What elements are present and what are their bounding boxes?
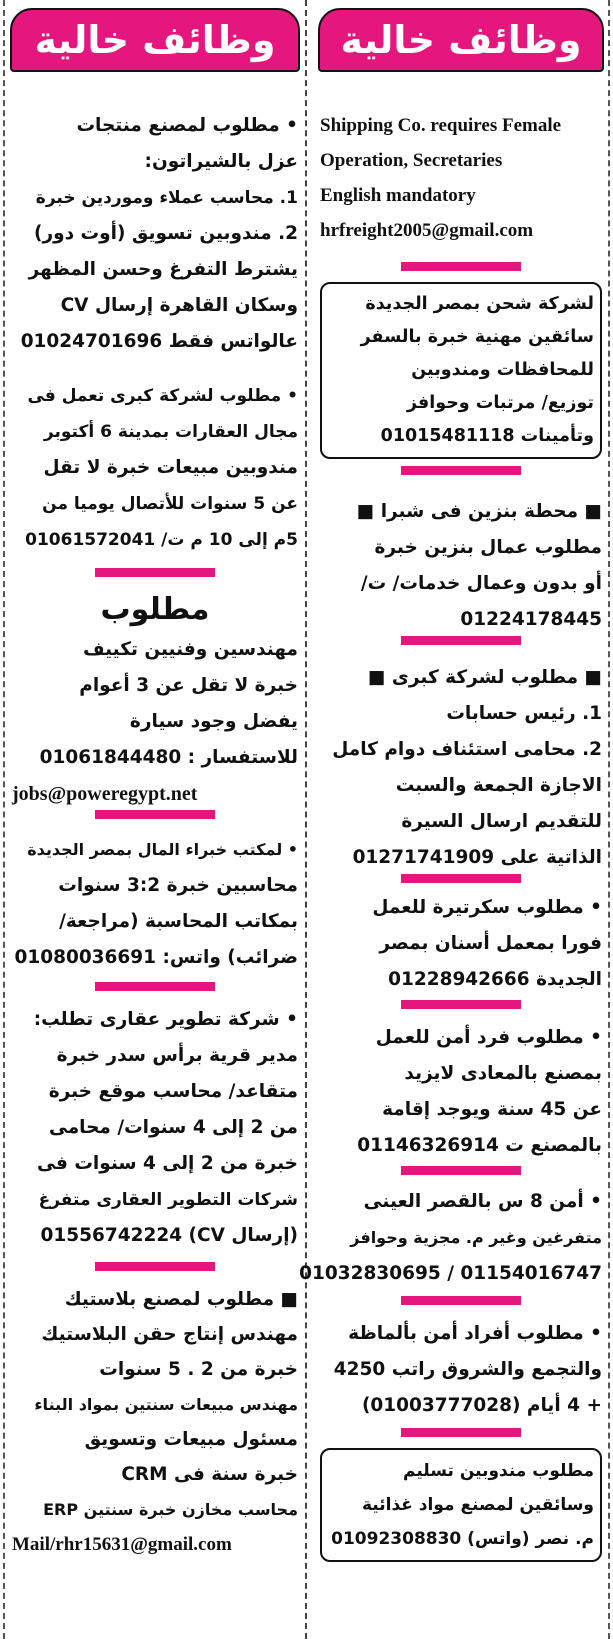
header-title: وظائف خالية — [34, 18, 276, 62]
ad-line: 2. محامى استئناف دوام كامل — [332, 739, 602, 760]
ad-line: مطلوب عمال بنزين خبرة — [374, 537, 602, 558]
ad-line: خبرة سنة فى CRM — [121, 1464, 298, 1485]
ad-line: • مطلوب فرد أمن للعمل — [375, 1027, 602, 1048]
ad-title: مطلوب — [100, 592, 210, 627]
ad-line: • أمن 8 س بالقصر العينى — [363, 1191, 602, 1212]
ad-line: متفرغين وغير م. مجزية وحوافز — [350, 1228, 602, 1247]
ad-secretary — [320, 890, 602, 998]
ad-separator — [95, 568, 215, 577]
ad-line: مندوبين مبيعات خبرة لا تقل — [43, 457, 298, 478]
ad-line: • مطلوب لشركة كبرى تعمل فى — [27, 386, 298, 406]
ad-line: متقاعد/ محاسب موقع خبرة — [48, 1081, 298, 1102]
ad-line: الاجازة الجمعة والسبت — [395, 775, 602, 796]
ad-separator — [95, 1262, 215, 1271]
ad-email: hrfreight2005@gmail.com — [320, 220, 534, 241]
ad-insulation-factory — [12, 108, 298, 360]
right-column-header — [318, 8, 604, 72]
ad-line: ■ مطلوب لمصنع بلاستيك — [64, 1289, 298, 1310]
ad-real-estate-sales — [12, 378, 298, 558]
ad-line: الذاتية على 01271741909 — [352, 847, 602, 868]
ad-separator — [401, 1000, 521, 1009]
ad-line: أو بدون وعمال خدمات/ ت/ — [360, 573, 602, 594]
ad-phone: 01224178445 — [460, 609, 602, 630]
header-title: وظائف خالية — [340, 18, 582, 62]
ad-delivery-drivers — [320, 1448, 602, 1562]
ad-line: مدير قرية برأس سدر خبرة — [56, 1045, 298, 1066]
ad-line: للتقديم ارسال السيرة — [401, 811, 602, 832]
ad-security-almaza — [320, 1316, 602, 1424]
ad-line: من 2 إلى 4 سنوات/ محامى — [48, 1117, 298, 1138]
column-divider — [305, 0, 307, 1639]
ad-ac-engineers — [12, 588, 298, 812]
left-column-header — [10, 8, 300, 72]
ad-line: الجديدة 01228942666 — [388, 969, 602, 990]
ad-line: بمكاتب المحاسبة (مراجعة/ — [59, 911, 298, 932]
ad-line: عن 5 سنوات للأتصال يوميا من — [42, 494, 298, 514]
ad-plastic-factory — [12, 1282, 298, 1562]
ad-line: محاسب مخازن خبرة سنتين ERP — [43, 1500, 298, 1519]
ad-line: 1. محاسب عملاء وموردين خبرة — [35, 188, 298, 208]
ad-separator — [95, 982, 215, 991]
ad-separator — [401, 1166, 521, 1175]
ad-accountants — [12, 832, 298, 976]
ad-line: 2. مندوبين تسويق (أوت دور) — [34, 223, 298, 244]
ad-line: خبرة من 2 إلى 4 سنوات فى — [37, 1153, 298, 1174]
ad-line: • مطلوب سكرتيرة للعمل — [372, 897, 602, 918]
ad-line: توزيع/ مرتبات وحوافز — [406, 393, 594, 413]
ad-gas-station — [320, 494, 602, 638]
ad-line: للمحافظات ومندوبين — [411, 360, 594, 380]
ad-line: ■ مطلوب لشركة كبرى ■ — [368, 667, 602, 688]
ad-separator — [401, 1296, 521, 1305]
ad-line: ■ محطة بنزين فى شبرا ■ — [356, 501, 602, 522]
ad-line: (إرسال CV) 01556742224 — [40, 1225, 298, 1246]
ad-line: • مطلوب أفراد أمن بألماظة — [348, 1323, 602, 1344]
ad-line: مهندس مبيعات سنتين بمواد البناء — [34, 1395, 298, 1414]
ad-line: مسئول مبيعات وتسويق — [84, 1429, 298, 1450]
ad-line: Operation, Secretaries — [320, 150, 503, 171]
ad-line: مطلوب مندوبين تسليم — [403, 1461, 594, 1481]
ad-shipping-co — [320, 108, 602, 248]
ad-line: Shipping Co. requires Female — [320, 115, 562, 136]
ad-line: مجال العقارات بمدينة 6 أكتوبر — [43, 422, 298, 442]
right-column — [299, 0, 604, 1639]
ad-separator — [95, 810, 215, 819]
ad-line: • شركة تطوير عقارى تطلب: — [33, 1009, 298, 1030]
ad-line: شركات التطوير العقارى متفرغ — [38, 1190, 298, 1210]
ad-line: • لمكتب خبراء المال بمصر الجديدة — [27, 840, 298, 859]
ad-line: يشترط التفرغ وحسن المظهر — [28, 259, 298, 280]
ad-line: وسكان القاهرة إرسال CV — [60, 295, 298, 316]
ad-line: مهندسين وفنيين تكييف — [83, 639, 298, 660]
ad-line: بالمصنع ت 01146326914 — [357, 1135, 602, 1156]
left-column — [10, 0, 300, 1639]
ad-separator — [401, 1428, 521, 1437]
ad-line: فورا بمعمل أسنان بمصر — [379, 933, 602, 954]
ad-line: 5م إلى 10 م ت/ 01061572041 — [25, 530, 298, 550]
ad-line: خبرة لا تقل عن 3 أعوام — [79, 675, 298, 696]
ad-line: خبرة من 2 . 5 سنوات — [99, 1359, 298, 1380]
ad-line: عن 45 سنة ويوجد إقامة — [382, 1099, 602, 1120]
ad-security-kasr — [299, 1184, 602, 1292]
ad-line: يفضل وجود سيارة — [129, 711, 298, 732]
page-edge-left — [3, 0, 5, 1639]
ad-big-company — [320, 660, 602, 876]
ad-line: والتجمع والشروق راتب 4250 — [333, 1359, 602, 1380]
ad-line: ضرائب) واتس: 01080036691 — [14, 947, 298, 968]
ad-email: Mail/rhr15631@gmail.com — [12, 1534, 232, 1555]
ad-security-maadi — [320, 1020, 602, 1164]
ad-line: وتأمينات 01015481118 — [380, 426, 594, 446]
ad-email: jobs@poweregypt.net — [12, 783, 198, 805]
ad-line: م. نصر (واتس) 01092308830 — [331, 1529, 594, 1549]
page-edge-right — [608, 0, 610, 1639]
ad-separator — [401, 262, 521, 271]
ad-line: لشركة شحن بمصر الجديدة — [365, 294, 594, 314]
ad-separator — [401, 636, 521, 645]
ad-separator — [401, 466, 521, 475]
ad-line: محاسبين خبرة 3:2 سنوات — [58, 875, 298, 896]
ad-real-estate-dev — [12, 1002, 298, 1254]
ad-line: 1. رئيس حسابات — [446, 703, 602, 724]
ad-line: English mandatory — [320, 185, 476, 206]
ad-shipping-drivers — [320, 282, 602, 459]
ad-phone: 01154016747 / 01032830695 — [299, 1263, 602, 1284]
ad-separator — [401, 874, 521, 883]
ad-line: • مطلوب لمصنع منتجات — [76, 115, 298, 136]
ad-line: عالواتس فقط 01024701696 — [20, 331, 298, 352]
ad-line: مهندس إنتاج حقن البلاستيك — [41, 1324, 298, 1345]
ad-line: وسائقين لمصنع مواد غذائية — [362, 1495, 594, 1515]
ad-line: سائقين مهنية خبرة بالسفر — [360, 327, 594, 347]
ad-line: للاستفسار : 01061844480 — [39, 747, 298, 768]
ad-line: عزل بالشيراتون: — [144, 151, 298, 172]
ad-line: بمصنع بالمعادى لايزيد — [404, 1063, 602, 1084]
ad-line: + 4 أيام (01003777028) — [361, 1395, 602, 1416]
